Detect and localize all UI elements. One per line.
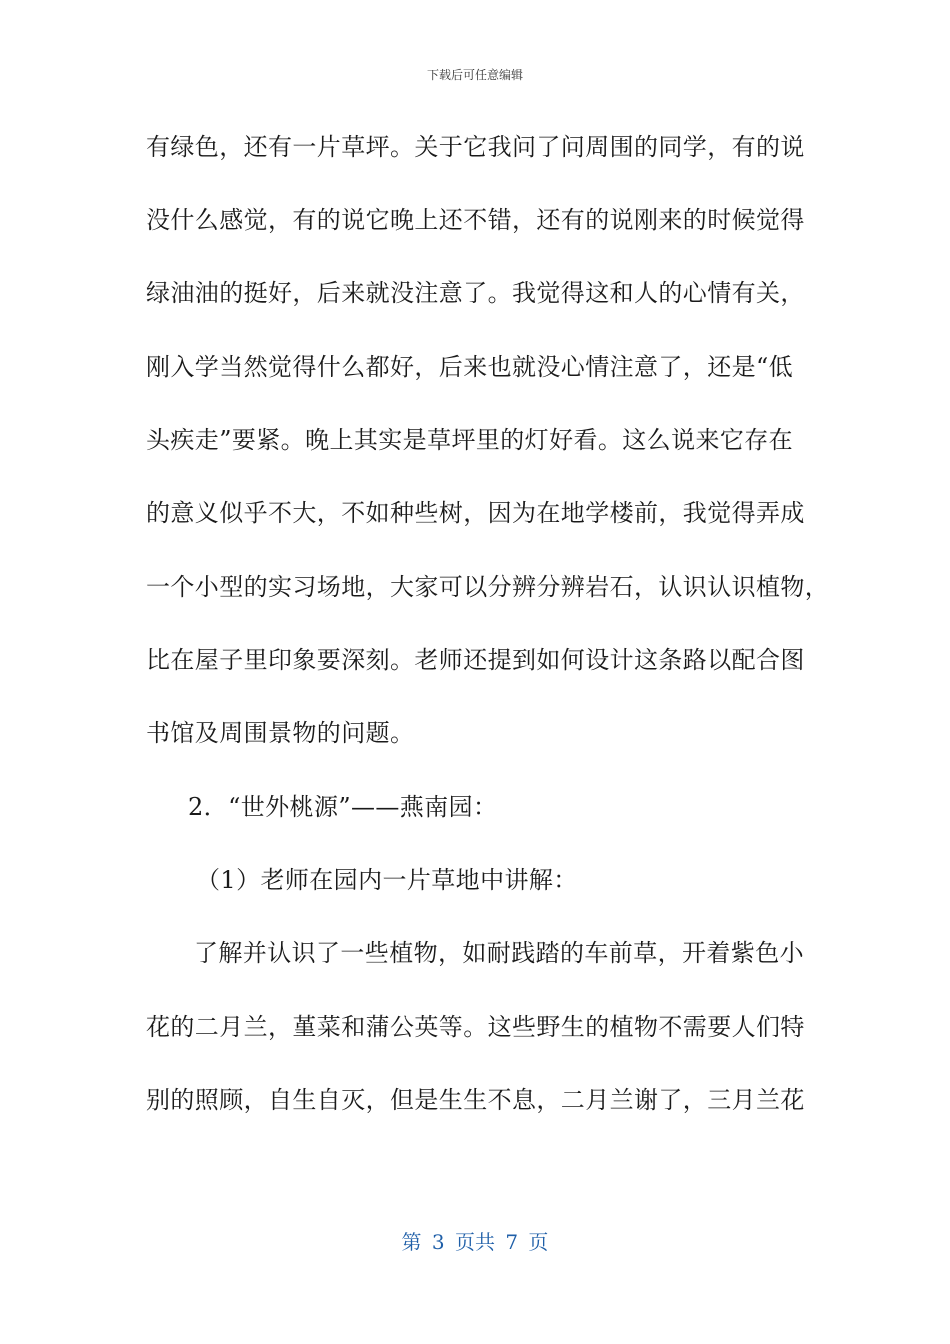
text-line: 了解并认识了一些植物，如耐践踏的车前草，开着紫色小 [194,939,804,967]
text-line: 的意义似乎不大，不如种些树，因为在地学楼前，我觉得弄成 [146,499,805,527]
text-line: 花的二月兰，堇菜和蒲公英等。这些野生的植物不需要人们特 [146,1013,805,1041]
text-line: 一个小型的实习场地，大家可以分辨分辨岩石，认识认识植物， [146,573,830,601]
subsection-heading: （1）老师在园内一片草地中讲解： [196,866,578,894]
text-line: 有绿色，还有一片草坪。关于它我问了问周围的同学，有的说 [146,133,805,161]
text-line: 没什么感觉，有的说它晚上还不错，还有的说刚来的时候觉得 [146,206,805,234]
page-number-footer: 第 3 页共 7 页 [401,1230,549,1254]
text-line: 别的照顾，自生自灭，但是生生不息，二月兰谢了，三月兰花 [146,1086,805,1114]
section-heading: 2．“世外桃源”——燕南园： [188,793,498,821]
text-line: 头疾走”要紧。晚上其实是草坪里的灯好看。这么说来它存在 [146,426,794,454]
text-line: 比在屋子里印象要深刻。老师还提到如何设计这条路以配合图 [146,646,805,674]
text-line: 书馆及周围景物的问题。 [146,719,415,747]
text-line: 绿油油的挺好，后来就没注意了。我觉得这和人的心情有关， [146,279,805,307]
text-line: 刚入学当然觉得什么都好，后来也就没心情注意了，还是“低 [146,353,794,381]
page-header: 下载后可任意编辑 [426,68,523,82]
